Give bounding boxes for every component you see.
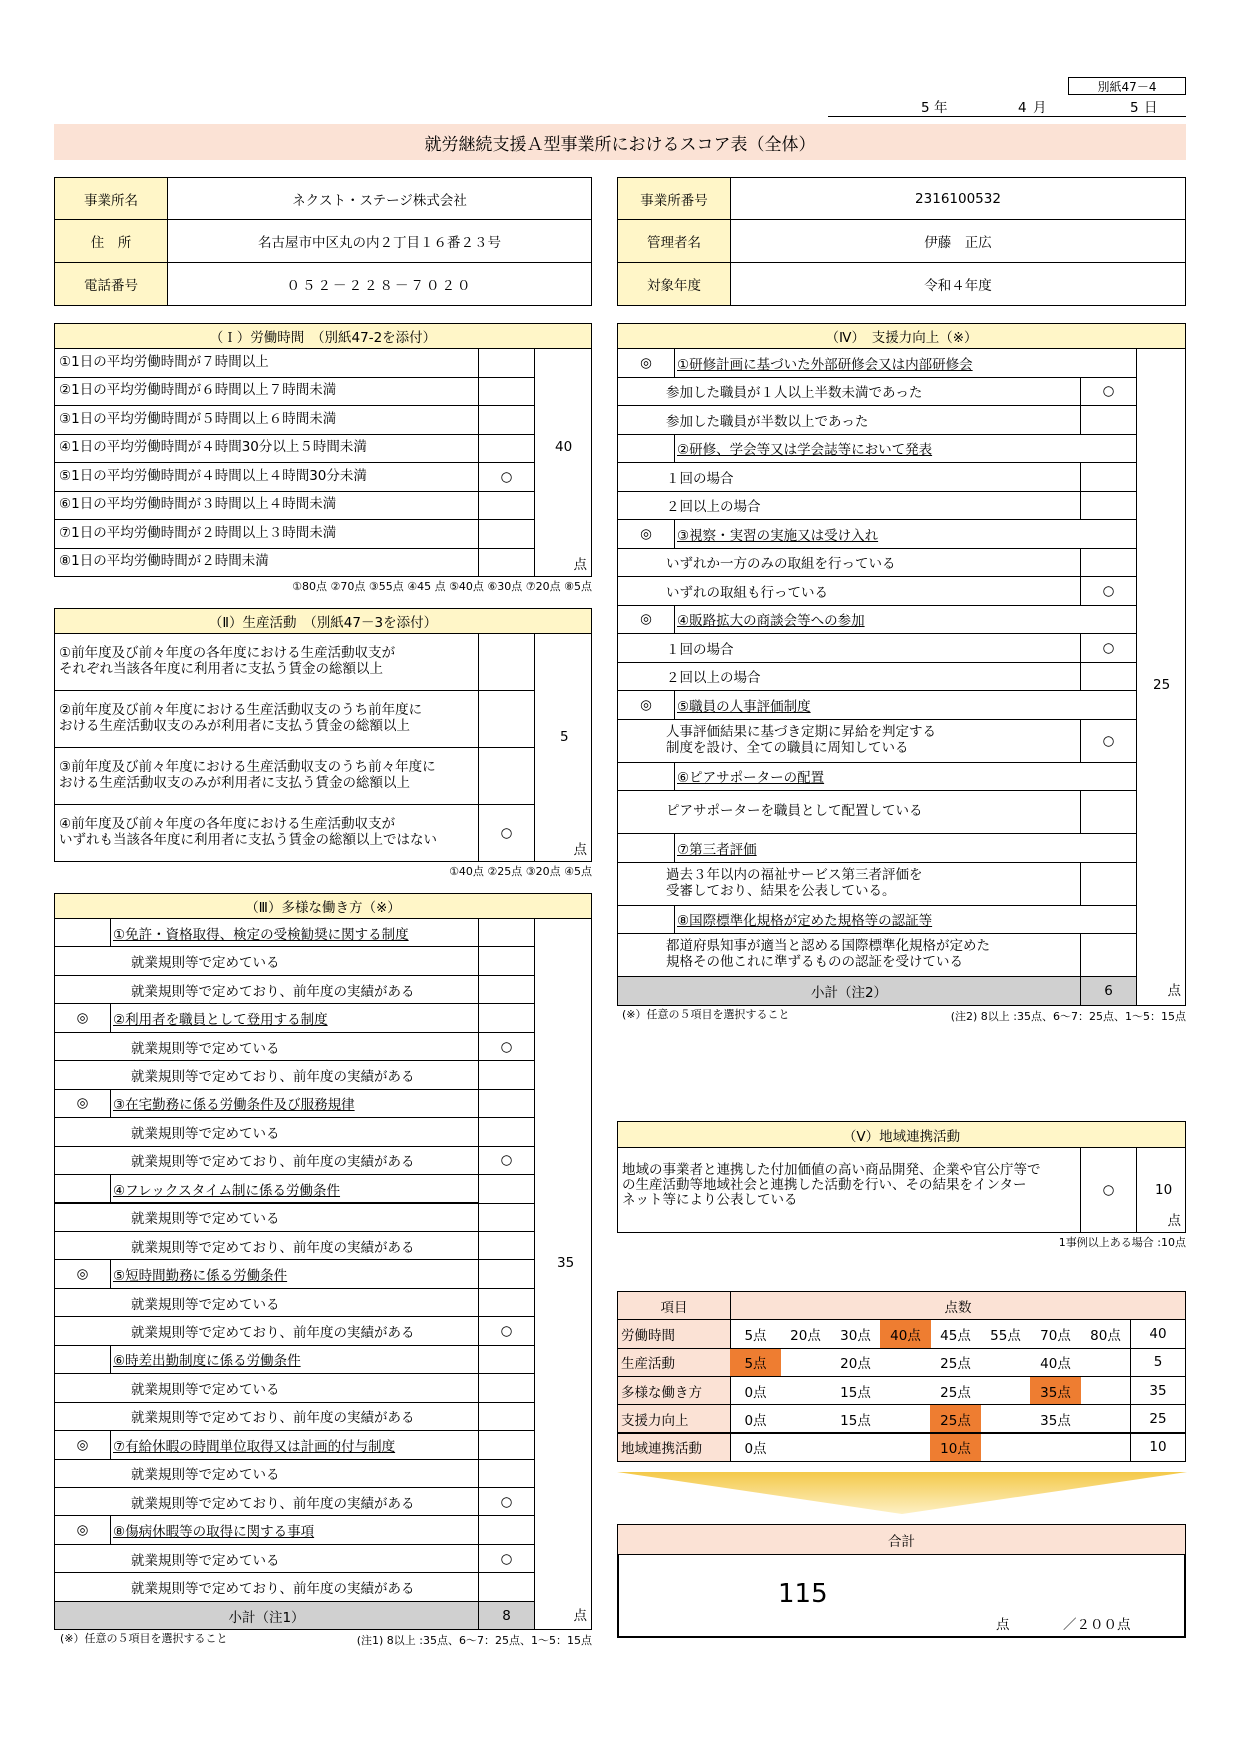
summary-row-total: 5 [1130, 1348, 1186, 1377]
sub-criteria: 就業規則等で定めている [54, 1288, 479, 1317]
sub-criteria: 就業規則等で定めており、前年度の実績がある [54, 1487, 479, 1516]
manager-name: 伊藤 正広 [730, 219, 1186, 263]
sub-criteria: 就業規則等で定めており、前年度の実績がある [54, 1402, 479, 1431]
criteria-row: ⑥1日の平均労働時間が３時間以上４時間未満 [54, 491, 479, 521]
criteria-row: ⑧1日の平均労働時間が２時間未満 [54, 548, 479, 578]
mark-cell [478, 491, 535, 521]
sub-criteria: 就業規則等で定めている [54, 1373, 479, 1402]
mark-cell [478, 377, 535, 407]
item-heading: ③視察・実習の実施又は受け入れ [674, 519, 1137, 549]
text-line: 地域の事業者と連携した付加価値の高い商品開発、企業や官公庁等で [622, 1162, 1041, 1178]
mark-cell [1080, 462, 1137, 492]
select-cell: ◎ [54, 1515, 111, 1544]
mark-cell [478, 1402, 535, 1431]
criteria-row: ③1日の平均労働時間が５時間以上６時間未満 [54, 405, 479, 435]
summary-cell [1080, 1433, 1131, 1462]
mark-cell: ○ [478, 1544, 535, 1573]
summary-cell: 40点 [1030, 1348, 1081, 1377]
summary-cell [780, 1433, 831, 1462]
sub-criteria [617, 719, 1081, 763]
summary-row-label: 支援力向上 [617, 1404, 731, 1433]
summary-cell: 35点 [1030, 1376, 1081, 1405]
section-title: （Ⅱ）生産活動 （別紙47－3を添付） [54, 608, 592, 634]
date-day-unit: 日 [1144, 100, 1158, 116]
summary-cell: 70点 [1030, 1319, 1081, 1348]
sub-criteria: 就業規則等で定めている [54, 1203, 479, 1232]
summary-cell: 0点 [730, 1433, 781, 1462]
sub-criteria [617, 790, 1081, 834]
total-unit: 点 [996, 1617, 1010, 1633]
mark-cell [478, 747, 535, 805]
mark-cell [1080, 548, 1137, 578]
criteria-line: 人事評価結果に基づき定期に昇給を判定する [666, 723, 936, 740]
item-heading: ⑤短時間勤務に係る労働条件 [110, 1259, 479, 1288]
criteria-line: ③前年度及び前々年度における生産活動収支のうち前々年度に [59, 759, 436, 776]
mark-cell [478, 946, 535, 975]
mark-cell [478, 548, 535, 578]
select-cell: ◎ [54, 1430, 111, 1459]
summary-cell: 30点 [830, 1319, 881, 1348]
item-heading: ⑦第三者評価 [674, 833, 1137, 863]
criteria-line: 都道府県知事が適当と認める国際標準化規格が定めた [666, 938, 990, 955]
sub-criteria: ２回以上の場合 [617, 491, 1081, 521]
total-label: 合計 [618, 1525, 1185, 1555]
criteria-row: ⑤1日の平均労働時間が４時間以上４時間30分未満 [54, 462, 479, 492]
sub-criteria: 就業規則等で定めており、前年度の実績がある [54, 1060, 479, 1089]
criteria-row [54, 633, 479, 691]
note: 1事例以上ある場合 :10点 [1058, 1236, 1186, 1249]
sub-criteria: 就業規則等で定めており、前年度の実績がある [54, 1572, 479, 1601]
score-value: 40 [555, 439, 573, 455]
manager-label: 管理者名 [617, 219, 731, 263]
item-heading: ⑦有給休暇の時間単位取得又は計画的付与制度 [110, 1430, 479, 1459]
score-unit: 点 [573, 556, 587, 573]
subtotal-label: 小計（注1） [54, 1601, 479, 1630]
total-box [617, 1524, 1186, 1638]
text-line: ネット等により公表している [622, 1191, 798, 1208]
mark-cell: ○ [478, 1146, 535, 1175]
summary-cell: 20点 [830, 1348, 881, 1377]
summary-cell: 20点 [780, 1319, 831, 1348]
mark-cell [1080, 405, 1137, 435]
note-left: (※）任意の５項目を選択すること [622, 1007, 790, 1021]
form-number: 別紙47－4 [1068, 77, 1186, 95]
score-unit: 点 [1167, 983, 1181, 999]
score-value: 10 [1155, 1182, 1173, 1198]
criteria-row: ②1日の平均労働時間が６時間以上７時間未満 [54, 377, 479, 407]
section-title: （Ⅳ） 支援力向上（※） [617, 323, 1186, 349]
criteria-line: ④前年度及び前々年度の各年度における生産活動収支が [59, 816, 396, 833]
criteria-line: 受審しており、結果を公表している。 [666, 882, 896, 899]
sub-criteria: いずれか一方のみの取組を行っている [617, 548, 1081, 578]
select-cell [617, 833, 675, 863]
mark-cell [1080, 790, 1137, 834]
score-note: ①80点 ②70点 ③55点 ④45 点 ⑤40点 ⑥30点 ⑦20点 ⑧5点 [292, 580, 592, 593]
date-line [828, 99, 1186, 117]
select-cell [54, 1345, 111, 1374]
score-unit: 点 [1167, 1212, 1181, 1229]
total-max: ／２００点 [1063, 1617, 1131, 1633]
summary-cell [1080, 1376, 1131, 1405]
summary-row-label: 地域連携活動 [617, 1433, 731, 1462]
mark-cell: ○ [478, 804, 535, 862]
subtotal-label: 小計（注2） [617, 976, 1081, 1006]
summary-cell: 25点 [930, 1404, 981, 1433]
sub-criteria: 就業規則等で定めており、前年度の実績がある [54, 1316, 479, 1345]
score-note: ①40点 ②25点 ③20点 ④5点 [449, 865, 592, 878]
date-year-unit: 年 [934, 100, 948, 116]
note-right: (注2) 8以上 :35点、6～7：25点、1～5：15点 [950, 1009, 1186, 1023]
date-day: 5 [1130, 100, 1139, 116]
date-year: 5 [921, 100, 930, 116]
summary-cell: 0点 [730, 1404, 781, 1433]
summary-cell [1030, 1433, 1081, 1462]
community-text [617, 1147, 1081, 1233]
criteria-row: ④1日の平均労働時間が４時間30分以上５時間未満 [54, 434, 479, 464]
summary-cell: 25点 [930, 1376, 981, 1405]
summary-cell [980, 1404, 1031, 1433]
criteria-line: ピアサポーターを職員として配置している [666, 803, 923, 820]
summary-cell: 0点 [730, 1376, 781, 1405]
criteria-line: 制度を設け、全ての職員に周知している [666, 739, 909, 756]
sub-criteria: 就業規則等で定めている [54, 946, 479, 975]
sub-criteria: いずれの取組も行っている [617, 576, 1081, 606]
criteria-line: おける生産活動収支のみが利用者に支払う賃金の総額以上 [59, 718, 410, 734]
summary-cell [1080, 1348, 1131, 1377]
sub-criteria [617, 862, 1081, 906]
fiscal-year-label: 対象年度 [617, 262, 731, 306]
sub-criteria: 就業規則等で定めており、前年度の実績がある [54, 1231, 479, 1260]
item-heading: ④販路拡大の商談会等への参加 [674, 605, 1137, 635]
item-heading: ①免許・資格取得、検定の受検勧奨に関する制度 [110, 918, 479, 947]
note-right: (注1) 8以上 :35点、6～7：25点、1～5：15点 [356, 1634, 592, 1648]
summary-cell [880, 1348, 931, 1377]
summary-row-total: 25 [1130, 1404, 1186, 1433]
sub-criteria: 就業規則等で定めており、前年度の実績がある [54, 975, 479, 1004]
criteria-line: それぞれ当該各年度に利用者に支払う賃金の総額以上 [59, 661, 383, 677]
select-cell: ◎ [54, 1003, 111, 1032]
mark-cell [478, 1117, 535, 1146]
score-value: 25 [1153, 677, 1171, 693]
subtotal-value: 8 [478, 1601, 535, 1630]
select-cell: ◎ [617, 605, 675, 635]
item-heading: ⑧傷病休暇等の取得に関する事項 [110, 1515, 479, 1544]
summary-cell [830, 1433, 881, 1462]
tel: ０５２－２２８－７０２０ [167, 262, 592, 306]
mark-cell: ○ [478, 462, 535, 492]
total-value: 115 [778, 1579, 828, 1609]
sub-criteria: 就業規則等で定めており、前年度の実績がある [54, 1146, 479, 1175]
item-heading: ⑤職員の人事評価制度 [674, 690, 1137, 720]
mark-cell: ○ [1080, 576, 1137, 606]
item-heading: ⑥ピアサポーターの配置 [674, 762, 1137, 792]
mark-cell [478, 1373, 535, 1402]
score-unit: 点 [573, 841, 587, 858]
page-title: 就労継続支援Ａ型事業所におけるスコア表（全体） [54, 124, 1186, 160]
mark-cell: ○ [1080, 719, 1137, 763]
select-cell: ◎ [617, 519, 675, 549]
summary-cell: 45点 [930, 1319, 981, 1348]
mark-cell [478, 1459, 535, 1488]
note-left: (※）任意の５項目を選択すること [60, 1632, 228, 1646]
select-cell [617, 905, 675, 935]
sub-criteria: 就業規則等で定めている [54, 1032, 479, 1061]
summary-cell: 5点 [730, 1319, 781, 1348]
mark-cell: ○ [1080, 377, 1137, 407]
summary-cell: 40点 [880, 1319, 931, 1348]
mark-cell: ○ [1080, 633, 1137, 663]
sub-criteria: 就業規則等で定めている [54, 1544, 479, 1573]
mark-cell [478, 434, 535, 464]
criteria-line: おける生産活動収支のみが利用者に支払う賃金の総額以上 [59, 775, 410, 791]
score-unit: 点 [573, 1607, 587, 1624]
summary-cell [780, 1376, 831, 1405]
mark-cell [478, 1060, 535, 1089]
item-heading: ⑥時差出勤制度に係る労働条件 [110, 1345, 479, 1374]
score-cell [534, 918, 592, 1630]
office-number: 2316100532 [730, 177, 1186, 220]
item-heading: ①研修計画に基づいた外部研修会又は内部研修会 [674, 348, 1137, 378]
mark-cell [1080, 933, 1137, 977]
summary-header-score: 点数 [730, 1291, 1186, 1320]
mark-cell [478, 975, 535, 1004]
score-cell [534, 348, 592, 577]
summary-cell: 5点 [730, 1348, 781, 1377]
address: 名古屋市中区丸の内２丁目１６番２３号 [167, 219, 592, 263]
summary-row-label: 労働時間 [617, 1319, 731, 1348]
criteria-line: いずれも当該各年度に利用者に支払う賃金の総額以上ではない [59, 832, 437, 848]
summary-cell [880, 1433, 931, 1462]
item-heading: ⑧国際標準化規格が定めた規格等の認証等 [674, 905, 1137, 935]
address-label: 住 所 [54, 219, 168, 263]
mark-cell [478, 348, 535, 378]
select-cell: ◎ [54, 1089, 111, 1118]
criteria-line: 規格その他これに準ずるものの認証を受けている [666, 954, 963, 970]
score-cell [1136, 1147, 1186, 1233]
criteria-row [54, 747, 479, 805]
summary-row-total: 40 [1130, 1319, 1186, 1348]
section-title: （Ⅲ）多様な働き方（※） [54, 893, 592, 919]
summary-row-label: 生産活動 [617, 1348, 731, 1377]
item-heading: ②研修、学会等又は学会誌等において発表 [674, 434, 1137, 464]
summary-cell [880, 1404, 931, 1433]
office-number-label: 事業所番号 [617, 177, 731, 220]
summary-cell: 25点 [930, 1348, 981, 1377]
score-cell [534, 633, 592, 862]
summary-row-total: 35 [1130, 1376, 1186, 1405]
mark-cell: ○ [478, 1487, 535, 1516]
mark-cell [478, 1288, 535, 1317]
mark-cell [1080, 491, 1137, 521]
mark-cell: ○ [478, 1032, 535, 1061]
mark-cell [478, 519, 535, 549]
sub-criteria: １回の場合 [617, 633, 1081, 663]
section-title: （Ⅴ）地域連携活動 [617, 1121, 1186, 1148]
mark-cell [478, 1231, 535, 1260]
fiscal-year: 令和４年度 [730, 262, 1186, 306]
mark-cell [478, 1572, 535, 1601]
criteria-line: ②前年度及び前々年度における生産活動収支のうち前年度に [59, 702, 423, 719]
date-month: 4 [1018, 100, 1027, 116]
item-heading: ②利用者を職員として登用する制度 [110, 1003, 479, 1032]
criteria-row [54, 690, 479, 748]
sub-criteria: ２回以上の場合 [617, 662, 1081, 692]
sub-criteria: 参加した職員が半数以上であった [617, 405, 1081, 435]
summary-cell [880, 1376, 931, 1405]
select-cell: ◎ [54, 1259, 111, 1288]
mark-cell [478, 1203, 535, 1232]
summary-cell: 55点 [980, 1319, 1031, 1348]
down-arrow-icon [617, 1472, 1187, 1514]
summary-cell [1080, 1404, 1131, 1433]
sub-criteria: 参加した職員が１人以上半数未満であった [617, 377, 1081, 407]
mark-cell [1080, 662, 1137, 692]
select-cell: ◎ [617, 690, 675, 720]
item-heading: ④フレックスタイム制に係る労働条件 [110, 1174, 479, 1203]
section-title: （Ｉ）労働時間 （別紙47-2を添付） [54, 323, 592, 349]
criteria-row [54, 804, 479, 862]
criteria-line: 過去３年以内の福祉サービス第三者評価を [666, 866, 923, 883]
mark-cell [478, 633, 535, 691]
summary-row-label: 多様な働き方 [617, 1376, 731, 1405]
mark-cell [478, 690, 535, 748]
mark-cell: ○ [1080, 1147, 1137, 1233]
select-cell [617, 434, 675, 464]
sub-criteria [617, 933, 1081, 977]
date-month-unit: 月 [1033, 100, 1047, 116]
sub-criteria: 就業規則等で定めている [54, 1117, 479, 1146]
summary-cell: 15点 [830, 1404, 881, 1433]
select-cell [54, 918, 111, 947]
mark-cell [478, 405, 535, 435]
summary-cell [980, 1433, 1031, 1462]
summary-cell: 35点 [1030, 1404, 1081, 1433]
score-cell [1136, 348, 1186, 1006]
text-line: の生産活動等地域社会と連携した活動を行い、その結果をインター [622, 1176, 1027, 1193]
sub-criteria: １回の場合 [617, 462, 1081, 492]
sub-criteria: 就業規則等で定めている [54, 1459, 479, 1488]
select-cell: ◎ [617, 348, 675, 378]
summary-cell [780, 1404, 831, 1433]
subtotal-value: 6 [1080, 976, 1137, 1006]
summary-cell [780, 1348, 831, 1377]
office-name: ネクスト・ステージ株式会社 [167, 177, 592, 220]
summary-header-item: 項目 [617, 1291, 731, 1320]
summary-cell: 10点 [930, 1433, 981, 1462]
criteria-row: ①1日の平均労働時間が７時間以上 [54, 348, 479, 378]
office-name-label: 事業所名 [54, 177, 168, 220]
mark-cell [1080, 862, 1137, 906]
item-heading: ③在宅勤務に係る労働条件及び服務規律 [110, 1089, 479, 1118]
summary-cell [980, 1348, 1031, 1377]
criteria-row: ⑦1日の平均労働時間が２時間以上３時間未満 [54, 519, 479, 549]
tel-label: 電話番号 [54, 262, 168, 306]
select-cell [617, 762, 675, 792]
score-value: 35 [557, 1255, 575, 1271]
score-value: 5 [560, 729, 569, 745]
mark-cell: ○ [478, 1316, 535, 1345]
summary-row-total: 10 [1130, 1433, 1186, 1462]
summary-cell [980, 1376, 1031, 1405]
select-cell [54, 1174, 111, 1203]
summary-cell: 80点 [1080, 1319, 1131, 1348]
summary-cell: 15点 [830, 1376, 881, 1405]
criteria-line: ①前年度及び前々年度の各年度における生産活動収支が [59, 645, 396, 662]
